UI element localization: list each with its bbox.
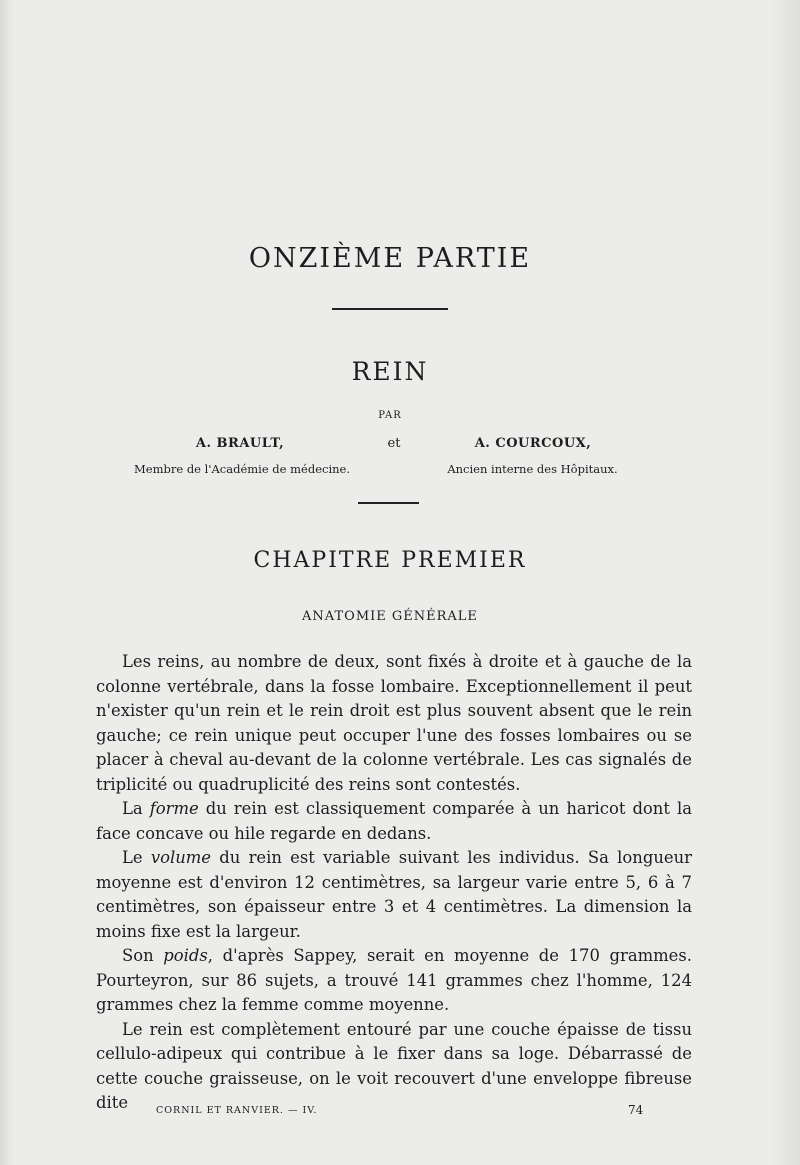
author-left-affiliation: Membre de l'Académie de médecine. bbox=[134, 462, 350, 476]
emphasis: poids bbox=[163, 946, 208, 965]
footer-signature-number: 74 bbox=[628, 1103, 644, 1117]
emphasis: volume bbox=[150, 848, 212, 867]
title-divider bbox=[332, 308, 448, 310]
subject-heading: REIN bbox=[351, 357, 429, 386]
author-left-name: A. BRAULT, bbox=[195, 436, 285, 451]
part-title: ONZIÈME PARTIE bbox=[248, 243, 532, 274]
body-text bbox=[96, 650, 692, 1116]
chapter-title: CHAPITRE PREMIER bbox=[253, 548, 527, 573]
paragraph: Le volume du rein est variable suivant les individus. Sa longueur moyenne est d'environ 12 centimètres, sa largeur varie entre 5, 6 à 7 centimètres, son épaisseur entre 3 et 4 centimètres. La dimension la moins fixe est la largeur. bbox=[96, 848, 692, 941]
author-conjunction: et bbox=[387, 436, 401, 451]
footer-signature: CORNIL ET RANVIER. — IV. bbox=[156, 1105, 318, 1116]
section-title: ANATOMIE GÉNÉRALE bbox=[302, 609, 478, 624]
paragraph: Le rein est complètement entouré par une couche épaisse de tissu cellulo-adipeux qui contribue à le fixer dans sa loge. Débarrassé de cette couche graisseuse, on le voit recouvert d'une enveloppe fibreuse dite bbox=[96, 1019, 692, 1112]
authors-divider bbox=[358, 502, 419, 504]
emphasis: forme bbox=[149, 799, 199, 818]
paragraph: Son poids, d'après Sappey, serait en moyenne de 170 grammes. Pourteyron, sur 86 sujets, a trouvé 141 grammes chez l'homme, 124 grammes chez la femme comme moyenne. bbox=[96, 946, 692, 1014]
author-right-affiliation: Ancien interne des Hôpitaux. bbox=[447, 462, 618, 476]
by-label: PAR bbox=[378, 410, 402, 421]
author-right-name: A. COURCOUX, bbox=[474, 436, 592, 451]
paragraph: Les reins, au nombre de deux, sont fixés à droite et à gauche de la colonne vertébrale, dans la fosse lombaire. Exceptionnellement il peut n'exister qu'un rein et le rein droit est plus souvent absent que le rein gauche; ce rein unique peut occuper l'une des fosses lombaires ou se placer à cheval au-devant de la colonne vertébrale. Les cas signalés de triplicité ou quadruplicité des reins sont contestés. bbox=[96, 652, 692, 794]
paragraph: La forme du rein est classiquement comparée à un haricot dont la face concave ou hile regarde en dedans. bbox=[96, 799, 692, 843]
